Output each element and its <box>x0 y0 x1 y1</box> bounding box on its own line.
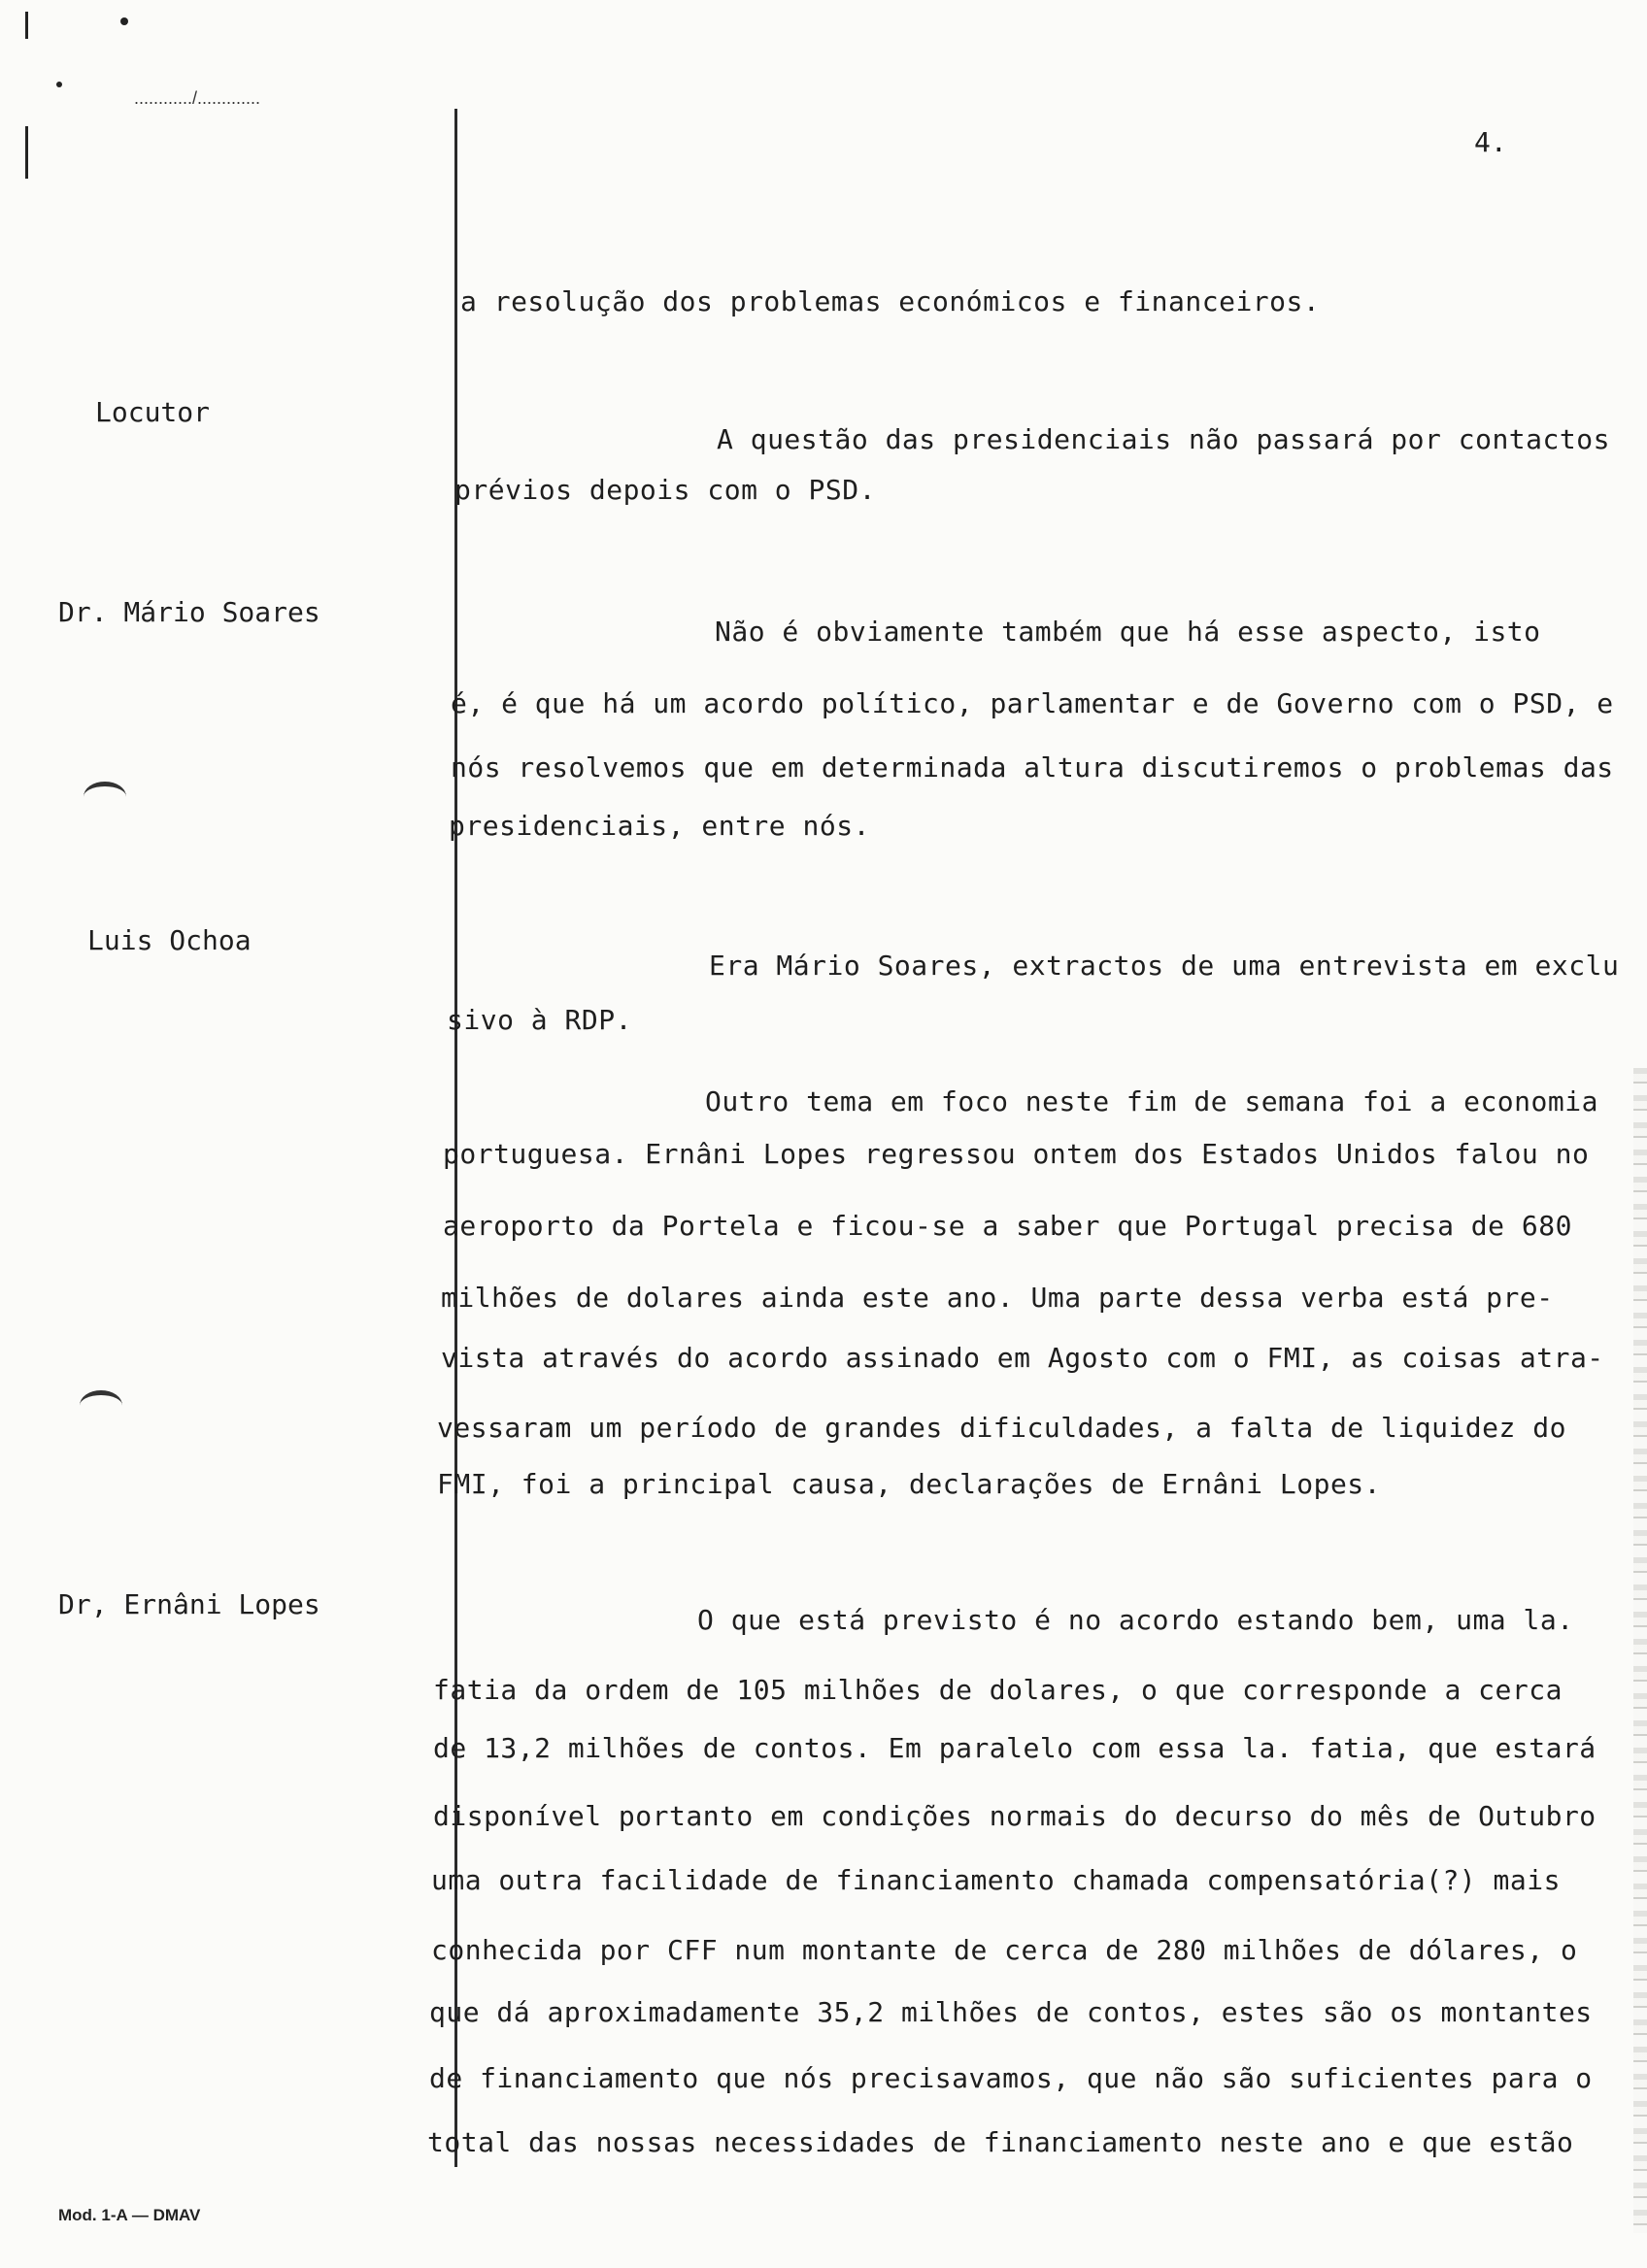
transcript-line: a resolução dos problemas económicos e financeiros. <box>460 285 1321 317</box>
speaker-label: Luis Ochoa <box>87 924 252 956</box>
scan-speck <box>120 17 128 25</box>
transcript-line: que dá aproximadamente 35,2 milhões de contos, estes são os montantes <box>429 1996 1593 2028</box>
speaker-label: Locutor <box>95 396 211 428</box>
transcript-line: portuguesa. Ernâni Lopes regressou ontem dos Estados Unidos falou no <box>443 1138 1590 1170</box>
page-number: 4. <box>1474 126 1507 158</box>
transcript-line: Outro tema em foco neste fim de semana foi a economia <box>705 1085 1598 1117</box>
transcript-line: sivo à RDP. <box>447 1004 632 1036</box>
transcript-line: nós resolvemos que em determinada altura discutiremos o problemas das <box>451 751 1614 784</box>
binding-mark <box>25 12 28 39</box>
transcript-line: de financiamento que nós precisavamos, que não são suficientes para o <box>429 2062 1593 2094</box>
form-label: Mod. 1-A — DMAV <box>58 2206 201 2224</box>
transcript-line: prévios depois com o PSD. <box>454 474 876 506</box>
speaker-label: Dr. Mário Soares <box>58 596 320 628</box>
microphone-icon <box>80 1390 122 1420</box>
binding-mark <box>25 126 28 179</box>
transcript-line: A questão das presidenciais não passará por contactos <box>717 423 1610 455</box>
transcript-line: conhecida por CFF num montante de cerca de 280 milhões de dólares, o <box>431 1934 1578 1966</box>
transcript-line: disponível portanto em condições normais do decurso do mês de Outubro <box>433 1800 1597 1832</box>
scan-speck <box>56 82 62 87</box>
speaker-label: Dr, Ernâni Lopes <box>58 1588 320 1620</box>
date-field: ............/............. <box>134 88 261 108</box>
microphone-icon <box>84 782 126 812</box>
transcript-line: fatia da ordem de 105 milhões de dolares, o que corresponde a cerca <box>433 1674 1563 1706</box>
transcript-line: aeroporto da Portela e ficou-se a saber que Portugal precisa de 680 <box>443 1210 1572 1242</box>
transcript-line: Não é obviamente também que há esse aspecto, isto <box>715 616 1541 648</box>
transcript-line: O que está previsto é no acordo estando bem, uma la. <box>697 1604 1574 1636</box>
transcript-line: vessaram um período de grandes dificuldades, a falta de liquidez do <box>437 1412 1566 1444</box>
transcript-line: FMI, foi a principal causa, declarações de Ernâni Lopes. <box>437 1468 1382 1500</box>
transcript-line: de 13,2 milhões de contos. Em paralelo com essa la. fatia, que estará <box>433 1732 1597 1764</box>
scan-edge <box>1633 1068 1647 2233</box>
transcript-line: presidenciais, entre nós. <box>449 810 870 842</box>
transcript-line: uma outra facilidade de financiamento chamada compensatória(?) mais <box>431 1864 1561 1896</box>
transcript-line: é, é que há um acordo político, parlamentar e de Governo com o PSD, e <box>451 687 1614 719</box>
transcript-line: vista através do acordo assinado em Agosto com o FMI, as coisas atra- <box>441 1342 1604 1374</box>
transcript-line: milhões de dolares ainda este ano. Uma parte dessa verba está pre- <box>441 1282 1554 1314</box>
transcript-line: Era Mário Soares, extractos de uma entrevista em exclu <box>709 950 1620 982</box>
transcript-line: total das nossas necessidades de financiamento neste ano e que estão <box>427 2126 1574 2158</box>
